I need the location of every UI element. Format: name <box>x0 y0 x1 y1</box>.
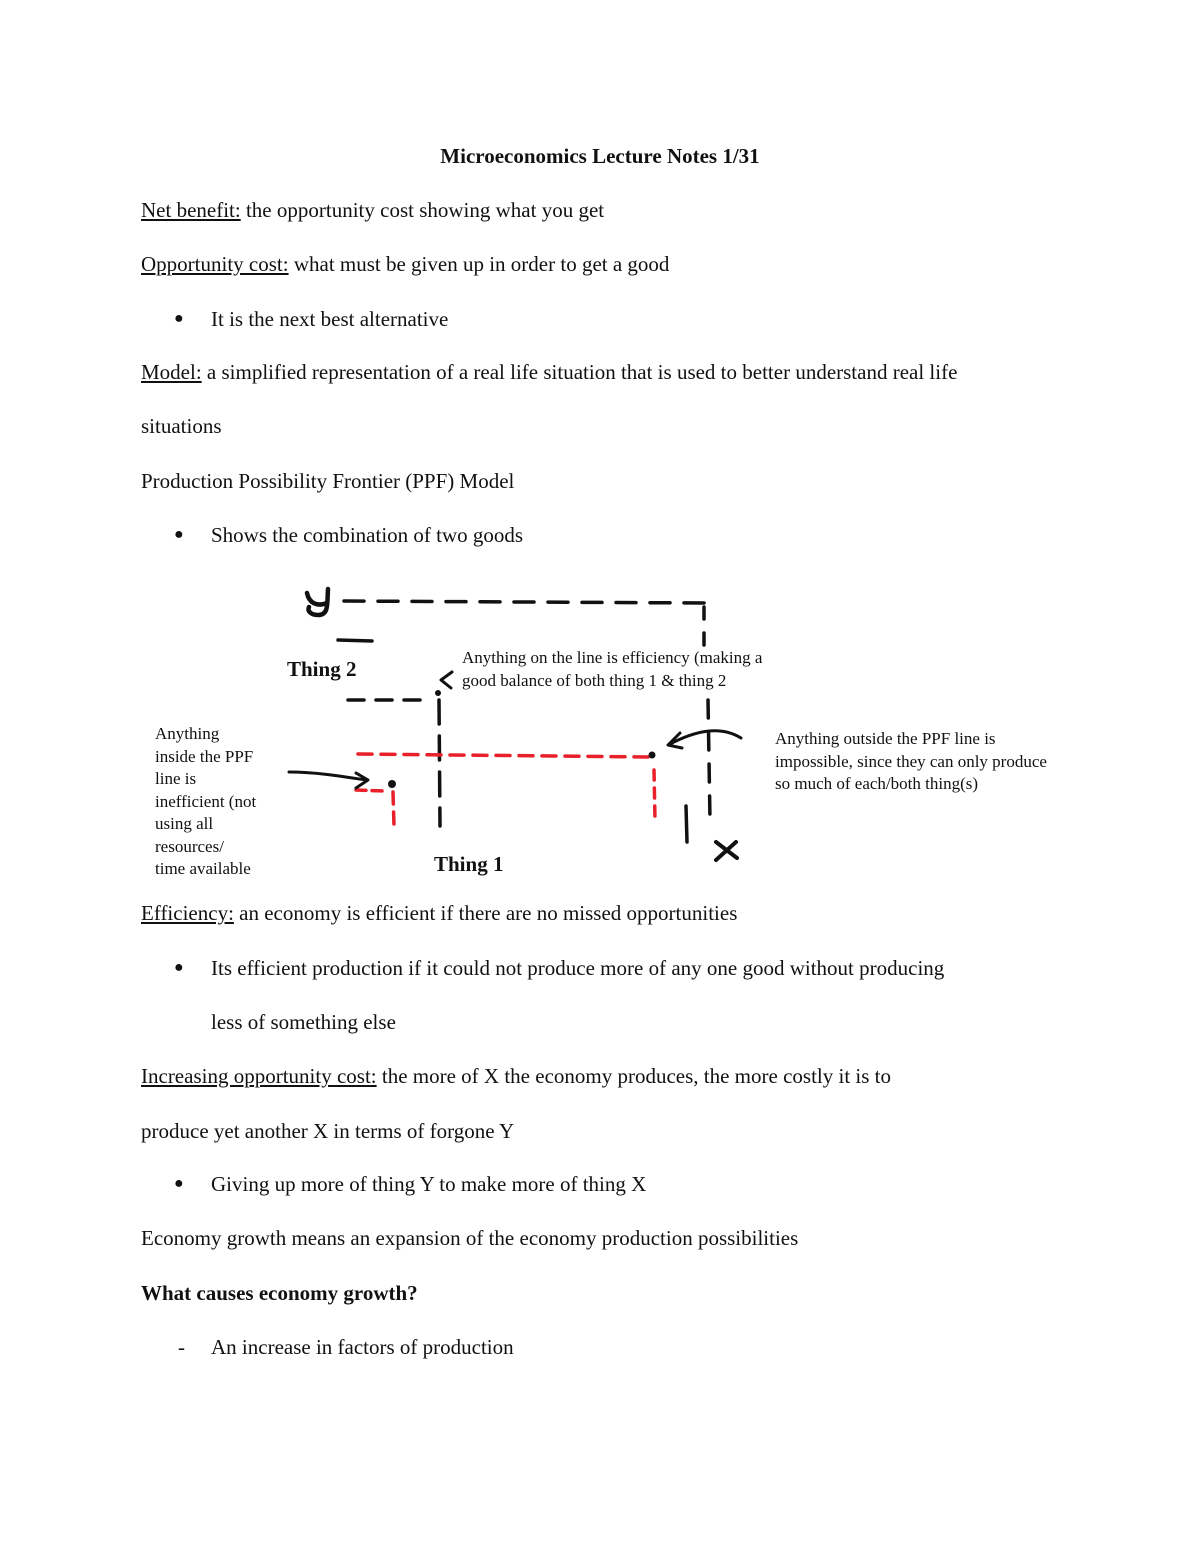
opportunity-cost-term: Opportunity cost: <box>141 252 289 276</box>
note-inside <box>155 723 256 881</box>
growth-question: What causes economy growth? <box>141 1281 418 1305</box>
efficiency-term: Efficiency: <box>141 901 234 925</box>
increasing-opportunity-cost-continuation: produce yet another X in terms of forgone Y <box>141 1119 515 1143</box>
net-benefit-text: the opportunity cost showing what you get <box>240 198 605 222</box>
efficiency-text: an economy is efficient if there are no missed opportunities <box>233 901 738 925</box>
note-inside-1: Anything <box>155 724 220 743</box>
note-inside-6: resources/ <box>155 836 224 856</box>
note-outside-1: Anything outside the PPF line is <box>775 729 996 748</box>
bullet-icon: ● <box>174 310 184 327</box>
increasing-opportunity-cost-term: Increasing opportunity cost: <box>141 1064 377 1088</box>
note-on-line-2: good balance of both thing 1 & thing 2 <box>462 670 727 690</box>
opportunity-cost-text: what must be given up in order to get a good <box>288 252 670 276</box>
note-inside-7: time available <box>155 859 251 878</box>
bullet-icon: ● <box>174 526 184 543</box>
model-term: Model: <box>141 360 202 384</box>
thing1-label: Thing 1 <box>434 852 504 876</box>
bullet-icon: ● <box>174 959 184 976</box>
bullet-efficient-production-2: less of something else <box>211 1010 396 1034</box>
bullet-two-goods: Shows the combination of two goods <box>211 523 524 547</box>
note-outside-2: impossible, since they can only produce <box>775 751 1047 771</box>
red-dashed-frontier <box>356 754 655 826</box>
model-text: a simplified representation of a real life situation that is used to better understand real life <box>201 360 958 384</box>
note-inside-5: using all <box>155 814 214 833</box>
points <box>388 690 656 788</box>
bullet-factors: An increase in factors of production <box>211 1335 514 1359</box>
note-outside <box>775 728 1047 796</box>
bullet-next-best: It is the next best alternative <box>211 307 449 331</box>
increasing-opportunity-cost-text: the more of X the economy produces, the more costly it is to <box>376 1064 892 1088</box>
note-on-line <box>462 647 762 692</box>
increasing-opportunity-cost-definition <box>141 1063 891 1089</box>
efficiency-definition <box>141 900 737 926</box>
ppf-heading: Production Possibility Frontier (PPF) Model <box>141 469 515 493</box>
y-axis-letter <box>307 589 328 615</box>
note-on-line-1: Anything on the line is efficiency (making a <box>462 648 763 667</box>
model-continuation: situations <box>141 414 222 438</box>
note-inside-2: inside the PPF <box>155 746 254 766</box>
net-benefit-term: Net benefit: <box>141 198 241 222</box>
bullet-icon: ● <box>174 1175 184 1192</box>
note-inside-3: line is <box>155 769 197 788</box>
bullet-efficient-production-1: Its efficient production if it could not produce more of any one good without producing <box>211 956 945 980</box>
thing2-label: Thing 2 <box>287 657 357 681</box>
note-inside-4: inefficient (not <box>155 791 257 811</box>
page-title: Microeconomics Lecture Notes 1/31 <box>440 144 760 168</box>
x-axis-letter <box>716 842 737 860</box>
bullet-giving-up: Giving up more of thing Y to make more of thing X <box>211 1172 647 1196</box>
growth-text: Economy growth means an expansion of the economy production possibilities <box>141 1226 799 1250</box>
note-outside-3: so much of each/both thing(s) <box>775 774 979 793</box>
dash-bullet: - <box>178 1335 185 1359</box>
